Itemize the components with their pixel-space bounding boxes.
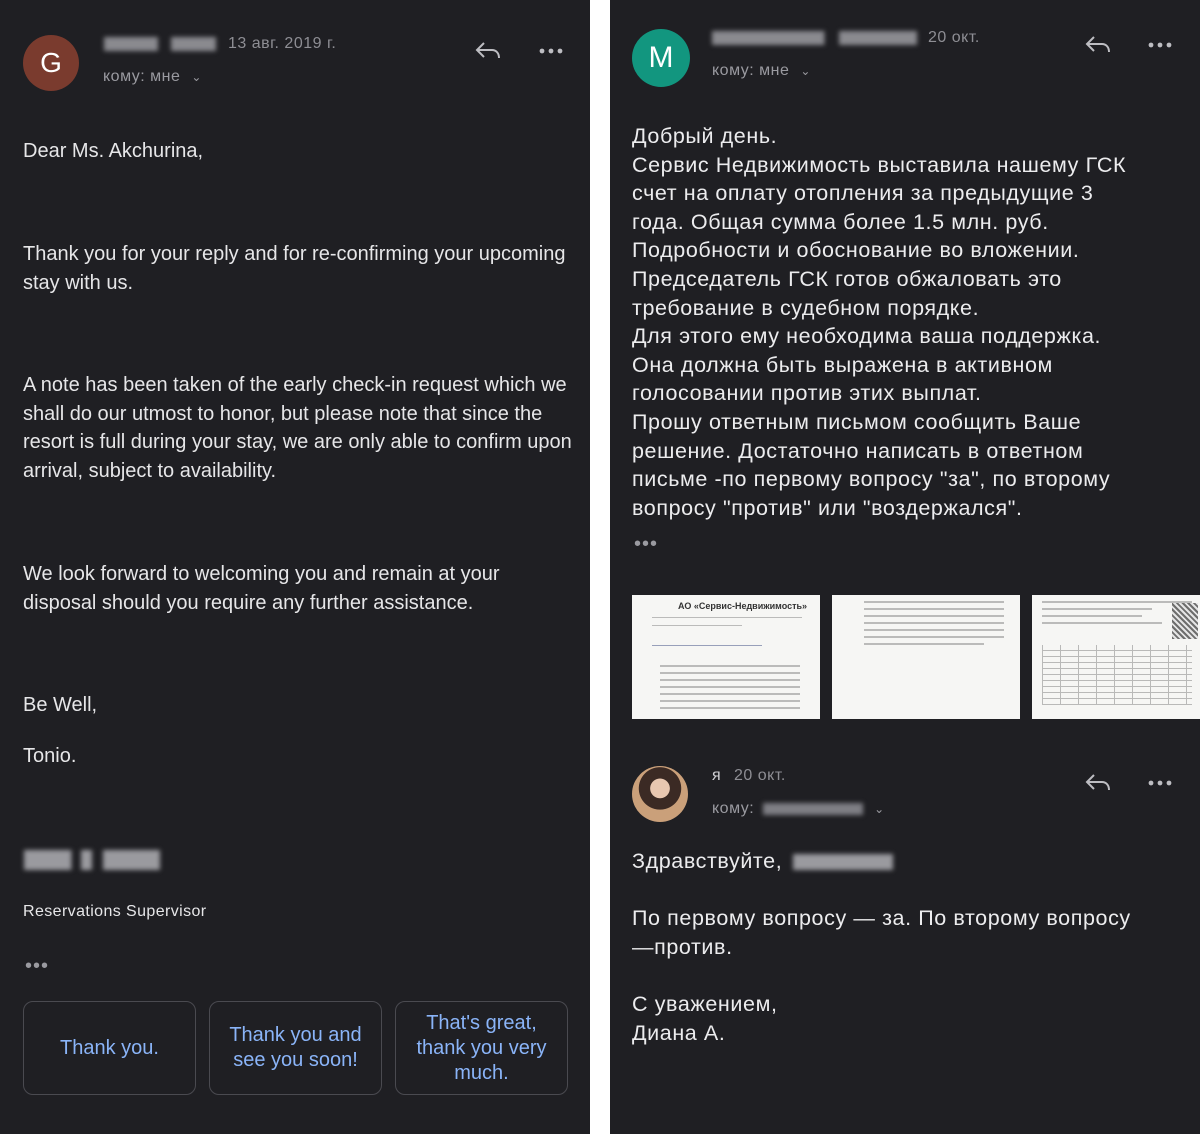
recipient-label: кому: мне	[103, 68, 181, 85]
recipient-redacted	[763, 803, 863, 815]
email-date: 20 окт.	[734, 767, 786, 784]
email-paragraph-1: Thank you for your reply and for re-confirming your upcoming stay with us.	[23, 243, 566, 294]
email-thread-right	[610, 0, 1200, 1134]
more-options-icon[interactable]	[1143, 32, 1177, 58]
table-graphic	[1042, 645, 1192, 705]
show-trimmed-content-icon[interactable]: •••	[634, 533, 659, 555]
body-line: Добрый день.	[632, 124, 778, 148]
body-line: Подробности и обоснование во вложении.	[632, 238, 1080, 263]
email-date: 13 авг. 2019 г.	[228, 35, 337, 52]
avatar-letter: M	[648, 41, 674, 74]
signature-name-redacted	[24, 850, 160, 870]
sender-name-redacted	[104, 37, 216, 51]
body-line: Председатель ГСК готов обжаловать это	[632, 266, 1062, 291]
smart-reply-thank-you[interactable]: Thank you.	[23, 1001, 196, 1095]
chevron-down-icon: ⌄	[191, 70, 202, 84]
sender-avatar[interactable]	[23, 35, 79, 91]
email-closing: Be Well,	[23, 694, 98, 716]
recipient-line[interactable]	[712, 62, 811, 80]
body-line: вопросу "против" или "воздержался".	[632, 495, 1023, 520]
reply-greeting	[632, 847, 893, 876]
reply-answer-line-1: По первому вопросу — за. По второму вопросу	[632, 906, 1131, 930]
user-avatar-photo[interactable]	[632, 766, 688, 822]
recipient-label: кому:	[712, 800, 755, 817]
body-line: Для этого ему необходима ваша поддержка.	[632, 324, 1102, 349]
more-options-icon[interactable]	[534, 38, 568, 64]
body-line: счет на оплату отопления за предыдущие 3	[632, 181, 1094, 206]
email-body	[632, 122, 1192, 522]
reply-icon[interactable]	[1080, 768, 1116, 798]
chevron-down-icon: ⌄	[800, 64, 811, 78]
signature-title: Reservations Supervisor	[23, 903, 207, 920]
show-trimmed-content-icon[interactable]: •••	[25, 955, 50, 977]
email-greeting: Dear Ms. Akchurina,	[23, 140, 204, 162]
email-signature-name: Tonio.	[23, 745, 77, 767]
attachment-thumbnail-1[interactable]	[632, 595, 820, 719]
reply-signoff: С уважением,	[632, 992, 778, 1016]
email-date: 20 окт.	[928, 29, 980, 46]
qr-code-icon	[1172, 603, 1198, 639]
greeting-text: Здравствуйте,	[632, 849, 783, 873]
email-thread-left	[0, 0, 590, 1134]
recipient-line[interactable]	[712, 800, 885, 818]
body-line: решение. Достаточно написать в ответном	[632, 438, 1084, 463]
recipient-name-redacted	[793, 854, 893, 870]
avatar-letter: G	[40, 47, 62, 78]
smart-reply-see-you-soon[interactable]: Thank you and see you soon!	[209, 1001, 382, 1095]
body-line: Она должна быть выражена в активном	[632, 352, 1053, 377]
sender-name-redacted	[712, 31, 917, 45]
email-paragraph-3: We look forward to welcoming you and remain at your disposal should you require any further assistance.	[23, 563, 500, 614]
attachment-thumbnail-2[interactable]	[832, 595, 1020, 719]
sender-name: я	[712, 767, 722, 784]
body-line: письме -по первому вопросу "за", по второму	[632, 467, 1111, 492]
body-line: года. Общая сумма более 1.5 млн. руб.	[632, 209, 1049, 234]
more-options-icon[interactable]	[1143, 770, 1177, 796]
recipient-label: кому: мне	[712, 62, 790, 79]
smart-reply-thats-great[interactable]: That's great, thank you very much.	[395, 1001, 568, 1095]
attachment-thumbnail-3[interactable]	[1032, 595, 1200, 719]
sender-avatar[interactable]	[632, 29, 690, 87]
reply-answer-line-2: —против.	[632, 935, 733, 959]
reply-icon[interactable]	[1080, 30, 1116, 60]
chevron-down-icon: ⌄	[874, 802, 885, 816]
reply-icon[interactable]	[470, 36, 506, 66]
body-line: требование в судебном порядке.	[632, 295, 980, 320]
recipient-line[interactable]	[103, 68, 202, 86]
body-line: Сервис Недвижимость выставила нашему ГСК	[632, 152, 1127, 177]
body-line: Прошу ответным письмом сообщить Ваше	[632, 409, 1082, 434]
email-paragraph-2: A note has been taken of the early check-in request which we shall do our utmost to honor, but please note that since the resort is full during your stay, we are only able to confirm upon arrival, subject to availability.	[23, 374, 572, 482]
body-line: голосовании против этих выплат.	[632, 381, 982, 406]
attachment-heading: АО «Сервис-Недвижимость»	[678, 601, 808, 611]
reply-signature: Диана А.	[632, 1021, 726, 1045]
